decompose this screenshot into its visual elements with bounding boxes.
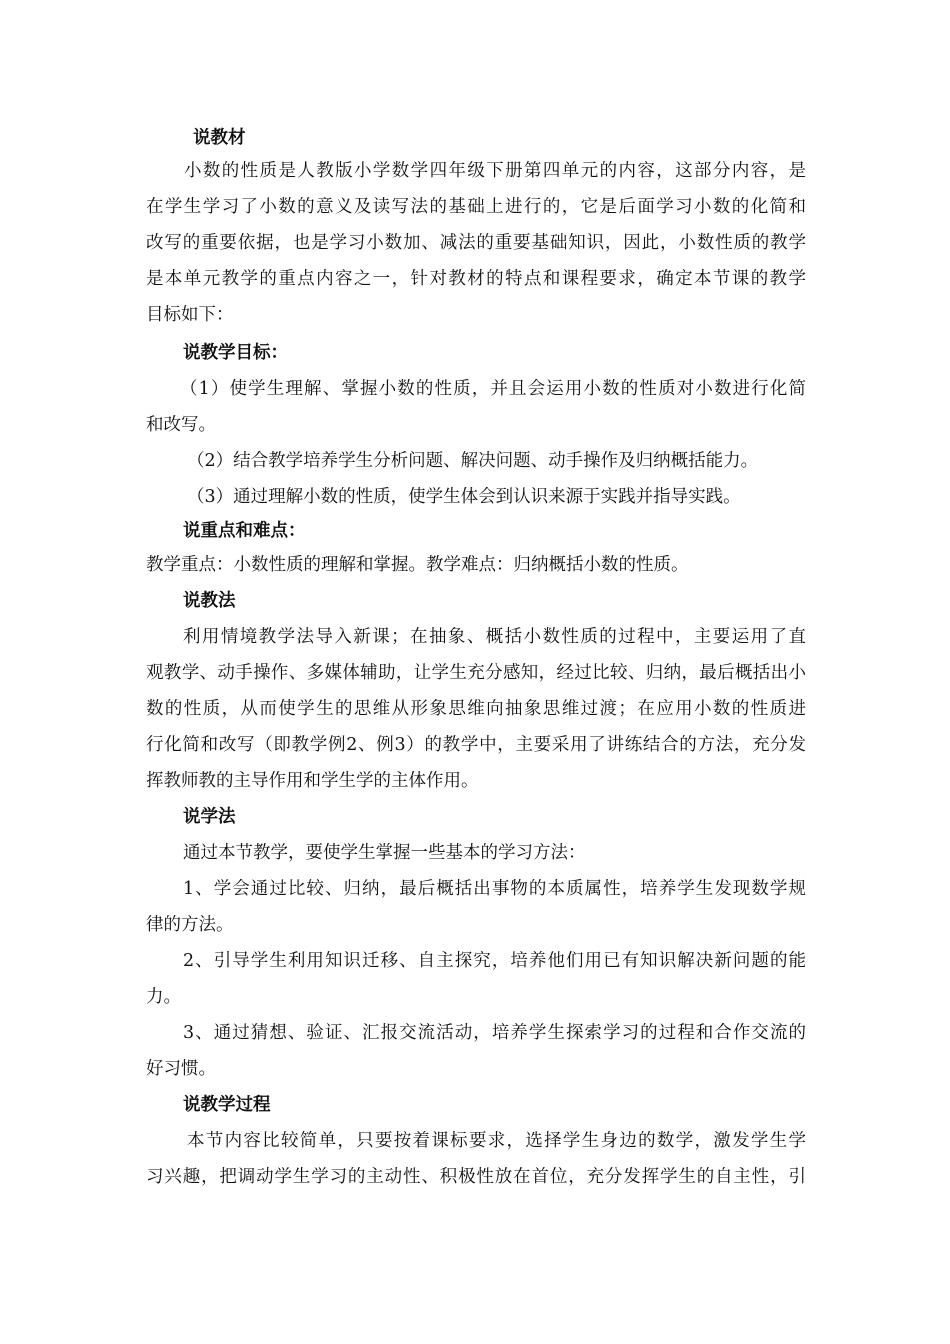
paragraph-line: 利用情境教学法导入新课；在抽象、概括小数性质的过程中，主要运用了直: [183, 627, 806, 647]
paragraph-line: 力。: [146, 987, 181, 1007]
paragraph-line: 数的性质，从而使学生的思维从形象思维向抽象思维过渡；在应用小数的性质进: [146, 699, 806, 719]
paragraph-line: 改写的重要依据，也是学习小数加、减法的重要基础知识，因此，小数性质的教学: [146, 233, 806, 253]
paragraph-line: （2）结合教学培养学生分析问题、解决问题、动手操作及归纳概括能力。: [187, 451, 759, 471]
paragraph-line: 1、学会通过比较、归纳，最后概括出事物的本质属性，培养学生发现数学规: [183, 879, 806, 899]
paragraph-line: 律的方法。: [146, 915, 234, 935]
heading-method: 说教法: [183, 591, 236, 611]
paragraph-line: 习兴趣，把调动学生学习的主动性、积极性放在首位，充分发挥学生的自主性，引: [146, 1167, 806, 1187]
heading-learning: 说学法: [183, 807, 236, 827]
paragraph-line: 通过本节教学，要使学生掌握一些基本的学习方法：: [183, 843, 586, 863]
paragraph-line: 观教学、动手操作、多媒体辅助，让学生充分感知，经过比较、归纳，最后概括出小: [146, 663, 806, 683]
heading-goals: 说教学目标：: [183, 343, 288, 363]
paragraph-line: （1）使学生理解、掌握小数的性质，并且会运用小数的性质对小数进行化简: [180, 379, 806, 399]
heading-process: 说教学过程: [183, 1095, 271, 1115]
paragraph-line: 和改写。: [146, 415, 216, 435]
paragraph-line: 是本单元教学的重点内容之一，针对教材的特点和课程要求，确定本节课的教学: [146, 269, 806, 289]
paragraph-line: 行化简和改写（即教学例2、例3）的教学中，主要采用了讲练结合的方法，充分发: [146, 735, 806, 755]
paragraph-line: 小数的性质是人教版小学数学四年级下册第四单元的内容，这部分内容，是: [184, 161, 806, 181]
paragraph-line: 本节内容比较简单，只要按着课标要求，选择学生身边的数学，激发学生学: [187, 1131, 806, 1151]
paragraph-line: （3）通过理解小数的性质，使学生体会到认识来源于实践并指导实践。: [187, 487, 741, 507]
heading-keypoints: 说重点和难点：: [183, 521, 306, 541]
paragraph-line: 2、引导学生利用知识迁移、自主探究，培养他们用已有知识解决新问题的能: [183, 951, 806, 971]
paragraph-line: 目标如下：: [146, 305, 234, 325]
paragraph-line: 3、通过猜想、验证、汇报交流活动，培养学生探索学习的过程和合作交流的: [183, 1023, 806, 1043]
heading-textbook: 说教材: [193, 128, 246, 148]
paragraph-line: 教学重点：小数性质的理解和掌握。教学难点：归纳概括小数的性质。: [146, 555, 689, 575]
paragraph-line: 好习惯。: [146, 1059, 216, 1079]
paragraph-line: 挥教师教的主导作用和学生学的主体作用。: [146, 771, 479, 791]
paragraph-line: 在学生学习了小数的意义及读写法的基础上进行的，它是后面学习小数的化简和: [146, 197, 806, 217]
